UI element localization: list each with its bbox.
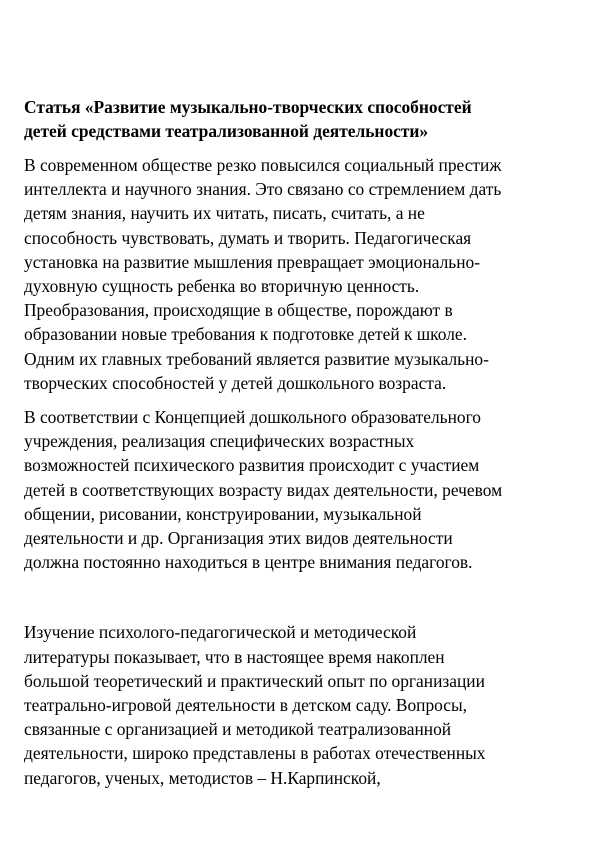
text-line: образовании новые требования к подготовке детей к школе. [24,324,467,345]
text-line: интеллекта и научного знания. Это связано со стремлением дать [24,179,502,200]
text-line: деятельности, широко представлены в работах отечественных [24,743,486,764]
text-line: литературы показывает, что в настоящее время накоплен [24,646,445,667]
text-line: духовную сущность ребенка во вторичную ценность. [24,276,420,297]
text-line: возможностей психического развития происходит с участием [24,455,480,476]
text-line: способность чувствовать, думать и творить. Педагогическая [24,227,472,248]
paragraph-2 [24,405,584,574]
text-line: В современном обществе резко повысился социальный престиж [24,155,502,175]
title-line: Статья «Развитие музыкально-творческих способностей [24,97,472,117]
text-line: учреждения, реализация специфических возрастных [24,431,415,452]
paragraph-1 [24,153,584,395]
text-line: установка на развитие мышления превращает эмоционально- [24,251,481,272]
text-line: должна постоянно находиться в центре внимания педагогов. [24,552,473,573]
title-line: детей средствами театрализованной деятельности» [24,121,429,141]
text-line: В соответствии с Концепцией дошкольного образовательного [24,407,481,428]
text-line: Изучение психолого-педагогической и методической [24,622,417,643]
text-line: детям знания, научить их читать, писать, считать, а не [24,203,425,224]
text-line: творческих способностей у детей дошкольного возраста. [24,372,447,393]
text-line: связанные с организацией и методикой театрализованной [24,719,452,740]
text-line: Преобразования, происходящие в обществе, порождают в [24,300,453,321]
text-line: большой теоретический и практический опыт по организации [24,670,485,691]
text-line: педагогов, ученых, методистов – Н.Карпинской, [24,767,381,788]
text-line: деятельности и др. Организация этих видов деятельности [24,528,453,549]
text-line: театрально-игровой деятельности в детском саду. Вопросы, [24,695,468,716]
text-line: Одним их главных требований является развитие музыкально- [24,348,489,369]
text-line: общении, рисовании, конструировании, музыкальной [24,503,422,524]
text-line: детей в соответствующих возрасту видах деятельности, речевом [24,479,503,500]
paragraph-3 [24,620,584,789]
article-title [24,95,584,143]
document-page [24,95,584,790]
